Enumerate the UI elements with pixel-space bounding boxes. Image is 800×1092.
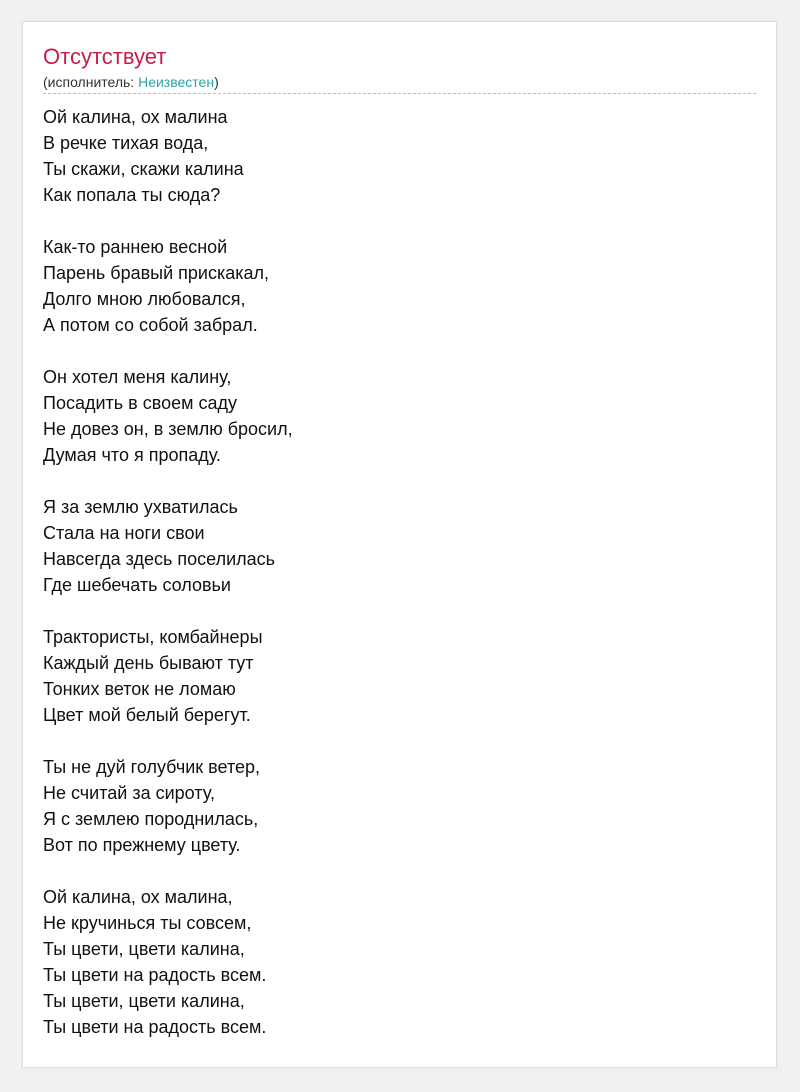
lyrics-line: Трактористы, комбайнеры bbox=[43, 627, 263, 647]
lyrics-line: Ой калина, ох малина bbox=[43, 107, 228, 127]
lyrics-line: Вот по прежнему цвету. bbox=[43, 835, 241, 855]
performer-link[interactable]: Неизвестен bbox=[138, 74, 215, 90]
lyrics-line: Не считай за сироту, bbox=[43, 783, 215, 803]
lyrics-line: Не кручинься ты совсем, bbox=[43, 913, 252, 933]
song-title: Отсутствует bbox=[43, 44, 167, 69]
performer-label: (исполнитель: bbox=[43, 74, 139, 90]
lyrics-line: Посадить в своем саду bbox=[43, 393, 237, 413]
lyrics-stanza bbox=[43, 234, 743, 338]
lyrics-line: Каждый день бывают тут bbox=[43, 653, 254, 673]
lyrics-stanza bbox=[43, 624, 743, 728]
lyrics-stanza bbox=[43, 884, 743, 1040]
lyrics-line: А потом со собой забрал. bbox=[43, 315, 258, 335]
lyrics-line: Ты не дуй голубчик ветер, bbox=[43, 757, 261, 777]
lyrics-line: Парень бравый прискакал, bbox=[43, 263, 270, 283]
lyrics-line: Ты цвети на радость всем. bbox=[43, 1017, 267, 1037]
lyrics-line: Где шебечать соловьи bbox=[43, 575, 231, 595]
lyrics-line: Я за землю ухватилась bbox=[43, 497, 238, 517]
lyrics-line: Я с землею породнилась, bbox=[43, 809, 259, 829]
performer-close: ) bbox=[214, 74, 219, 90]
lyrics-card bbox=[22, 21, 777, 1068]
lyrics-line: Как-то раннею весной bbox=[43, 237, 228, 257]
lyrics-line: Цвет мой белый берегут. bbox=[43, 705, 251, 725]
lyrics-line: Думая что я пропаду. bbox=[43, 445, 221, 465]
lyrics-line: Ты скажи, скажи калина bbox=[43, 159, 244, 179]
performer-line bbox=[43, 73, 219, 91]
lyrics-line: Тонких веток не ломаю bbox=[43, 679, 236, 699]
lyrics-stanza bbox=[43, 754, 743, 858]
lyrics-line: Ты цвети на радость всем. bbox=[43, 965, 267, 985]
lyrics-stanza bbox=[43, 104, 743, 208]
lyrics-stanza bbox=[43, 364, 743, 468]
lyrics-line: Ой калина, ох малина, bbox=[43, 887, 233, 907]
title-divider bbox=[43, 93, 756, 94]
lyrics-line: Ты цвети, цвети калина, bbox=[43, 939, 245, 959]
lyrics-line: Он хотел меня калину, bbox=[43, 367, 232, 387]
lyrics-line: Долго мною любовался, bbox=[43, 289, 246, 309]
lyrics-line: Не довез он, в землю бросил, bbox=[43, 419, 293, 439]
lyrics-stanza bbox=[43, 494, 743, 598]
lyrics-line: Стала на ноги свои bbox=[43, 523, 205, 543]
lyrics-text bbox=[43, 104, 743, 1040]
lyrics-line: Навсегда здесь поселилась bbox=[43, 549, 276, 569]
lyrics-line: Ты цвети, цвети калина, bbox=[43, 991, 245, 1011]
lyrics-line: Как попала ты сюда? bbox=[43, 185, 221, 205]
lyrics-line: В речке тихая вода, bbox=[43, 133, 209, 153]
